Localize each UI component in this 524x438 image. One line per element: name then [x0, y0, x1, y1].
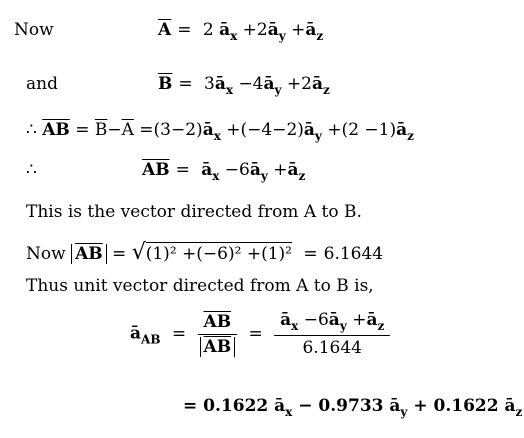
equals-sign: = — [171, 323, 187, 344]
subscript: AB — [141, 332, 161, 347]
subscript: z — [322, 83, 330, 97]
equation-ab-derivation — [26, 120, 414, 143]
subscript: y — [314, 129, 322, 143]
equals-sign: = — [112, 244, 127, 264]
coef: +(2 −1) — [327, 120, 397, 140]
vector-ab: $\overline{AB}$ — [42, 120, 70, 140]
equals-sign: = — [75, 120, 90, 140]
coef: (3−2) — [153, 120, 203, 140]
subscript: x — [213, 129, 221, 143]
unit-vector: ā — [303, 120, 315, 140]
unit-vector: ā — [201, 160, 213, 180]
unit-vector: ā — [504, 396, 516, 416]
line-and-b — [26, 74, 58, 94]
subscript: z — [377, 319, 385, 333]
unit-vector: ā — [396, 120, 408, 140]
unit-vector: ā — [311, 74, 323, 94]
subscript: y — [278, 29, 286, 43]
word-now: Now — [26, 244, 66, 264]
vector-b: $\overline{B}$ — [158, 74, 173, 94]
unit-vector: ā — [366, 310, 378, 330]
subscript: y — [339, 319, 347, 333]
unit-vector: ā — [305, 20, 317, 40]
unit-vector: ā — [280, 310, 292, 330]
equation-b — [158, 74, 330, 97]
fraction-denominator: 6.1644 — [302, 338, 362, 358]
coef: 3 — [204, 74, 215, 94]
coef: + — [352, 310, 367, 330]
equals-sign: = — [248, 323, 263, 344]
unit-vector: ā — [249, 160, 261, 180]
fraction-numerator: $\overline{AB}$ — [198, 312, 238, 335]
coef: − 0.9733 — [298, 396, 384, 416]
sentence-directed: This is the vector directed from A to B. — [26, 202, 362, 222]
subscript: y — [274, 83, 282, 97]
equals-sign: = — [183, 396, 198, 416]
sqrt-icon: √ — [131, 240, 146, 265]
unit-vector: ā — [214, 74, 226, 94]
coef: 0.1622 — [203, 396, 269, 416]
coef: + — [291, 20, 306, 40]
fraction-components — [274, 310, 390, 358]
subscript: x — [291, 319, 299, 333]
equals-sign: = — [178, 74, 193, 94]
coef: + 0.1622 — [413, 396, 499, 416]
subscript: x — [285, 405, 293, 419]
therefore-line — [26, 160, 37, 180]
coef: 2 — [202, 20, 214, 40]
unit-vector: ā — [263, 74, 275, 94]
subscript: y — [260, 169, 268, 183]
equals-sign: = — [139, 120, 154, 140]
magnitude-equation — [26, 240, 383, 265]
line-now-a — [14, 20, 54, 40]
coef: −4 — [238, 74, 264, 94]
vector-ab: $\overline{AB}$ — [142, 160, 170, 180]
subscript: x — [212, 169, 220, 183]
unit-vector-equation — [130, 310, 390, 358]
vector-b: $\overline{B}$ — [94, 120, 108, 140]
magnitude-ab: $\overline{AB}$ — [71, 244, 107, 264]
subscript: x — [230, 29, 238, 43]
unit-vector: ā — [287, 160, 299, 180]
coef: +2 — [242, 20, 268, 40]
sentence-unit-vector: Thus unit vector directed from A to B is, — [26, 276, 374, 296]
subscript: z — [515, 405, 523, 419]
unit-vector: ā — [219, 20, 231, 40]
unit-vector: ā — [389, 396, 401, 416]
coef: +2 — [286, 74, 312, 94]
unit-vector: ā — [328, 310, 340, 330]
unit-vector: ā — [274, 396, 286, 416]
subscript: z — [298, 169, 306, 183]
vector-a: $\overline{A}$ — [121, 120, 134, 140]
equation-a — [158, 20, 323, 43]
fraction-denominator: AB — [200, 337, 236, 357]
word-now: Now — [14, 20, 54, 40]
unit-vector: ā — [267, 20, 279, 40]
unit-vector: ā — [202, 120, 214, 140]
subscript: z — [316, 29, 324, 43]
magnitude-value: 6.1644 — [323, 244, 384, 264]
radicand: (1)² +(−6)² +(1)² — [145, 244, 292, 264]
vector-a: $\overline{A}$ — [158, 20, 172, 40]
equals-sign: = — [303, 244, 318, 264]
therefore-symbol: ∴ — [26, 120, 37, 140]
coef: −6 — [303, 310, 329, 330]
fraction-ab-over-mag — [198, 312, 238, 357]
subscript: z — [407, 129, 414, 143]
word-and: and — [26, 74, 58, 94]
subscript: x — [225, 83, 234, 97]
equals-sign: = — [175, 160, 190, 180]
coef: +(−4−2) — [226, 120, 304, 140]
equation-ab — [142, 160, 305, 183]
coef: −6 — [224, 160, 250, 180]
minus-sign: − — [107, 120, 122, 140]
coef: + — [273, 160, 288, 180]
equals-sign: = — [177, 20, 192, 40]
fraction-numerator — [274, 310, 390, 336]
unit-vector: ā — [130, 323, 142, 344]
therefore-symbol: ∴ — [26, 160, 37, 180]
subscript: y — [400, 405, 408, 419]
final-result — [183, 396, 522, 419]
